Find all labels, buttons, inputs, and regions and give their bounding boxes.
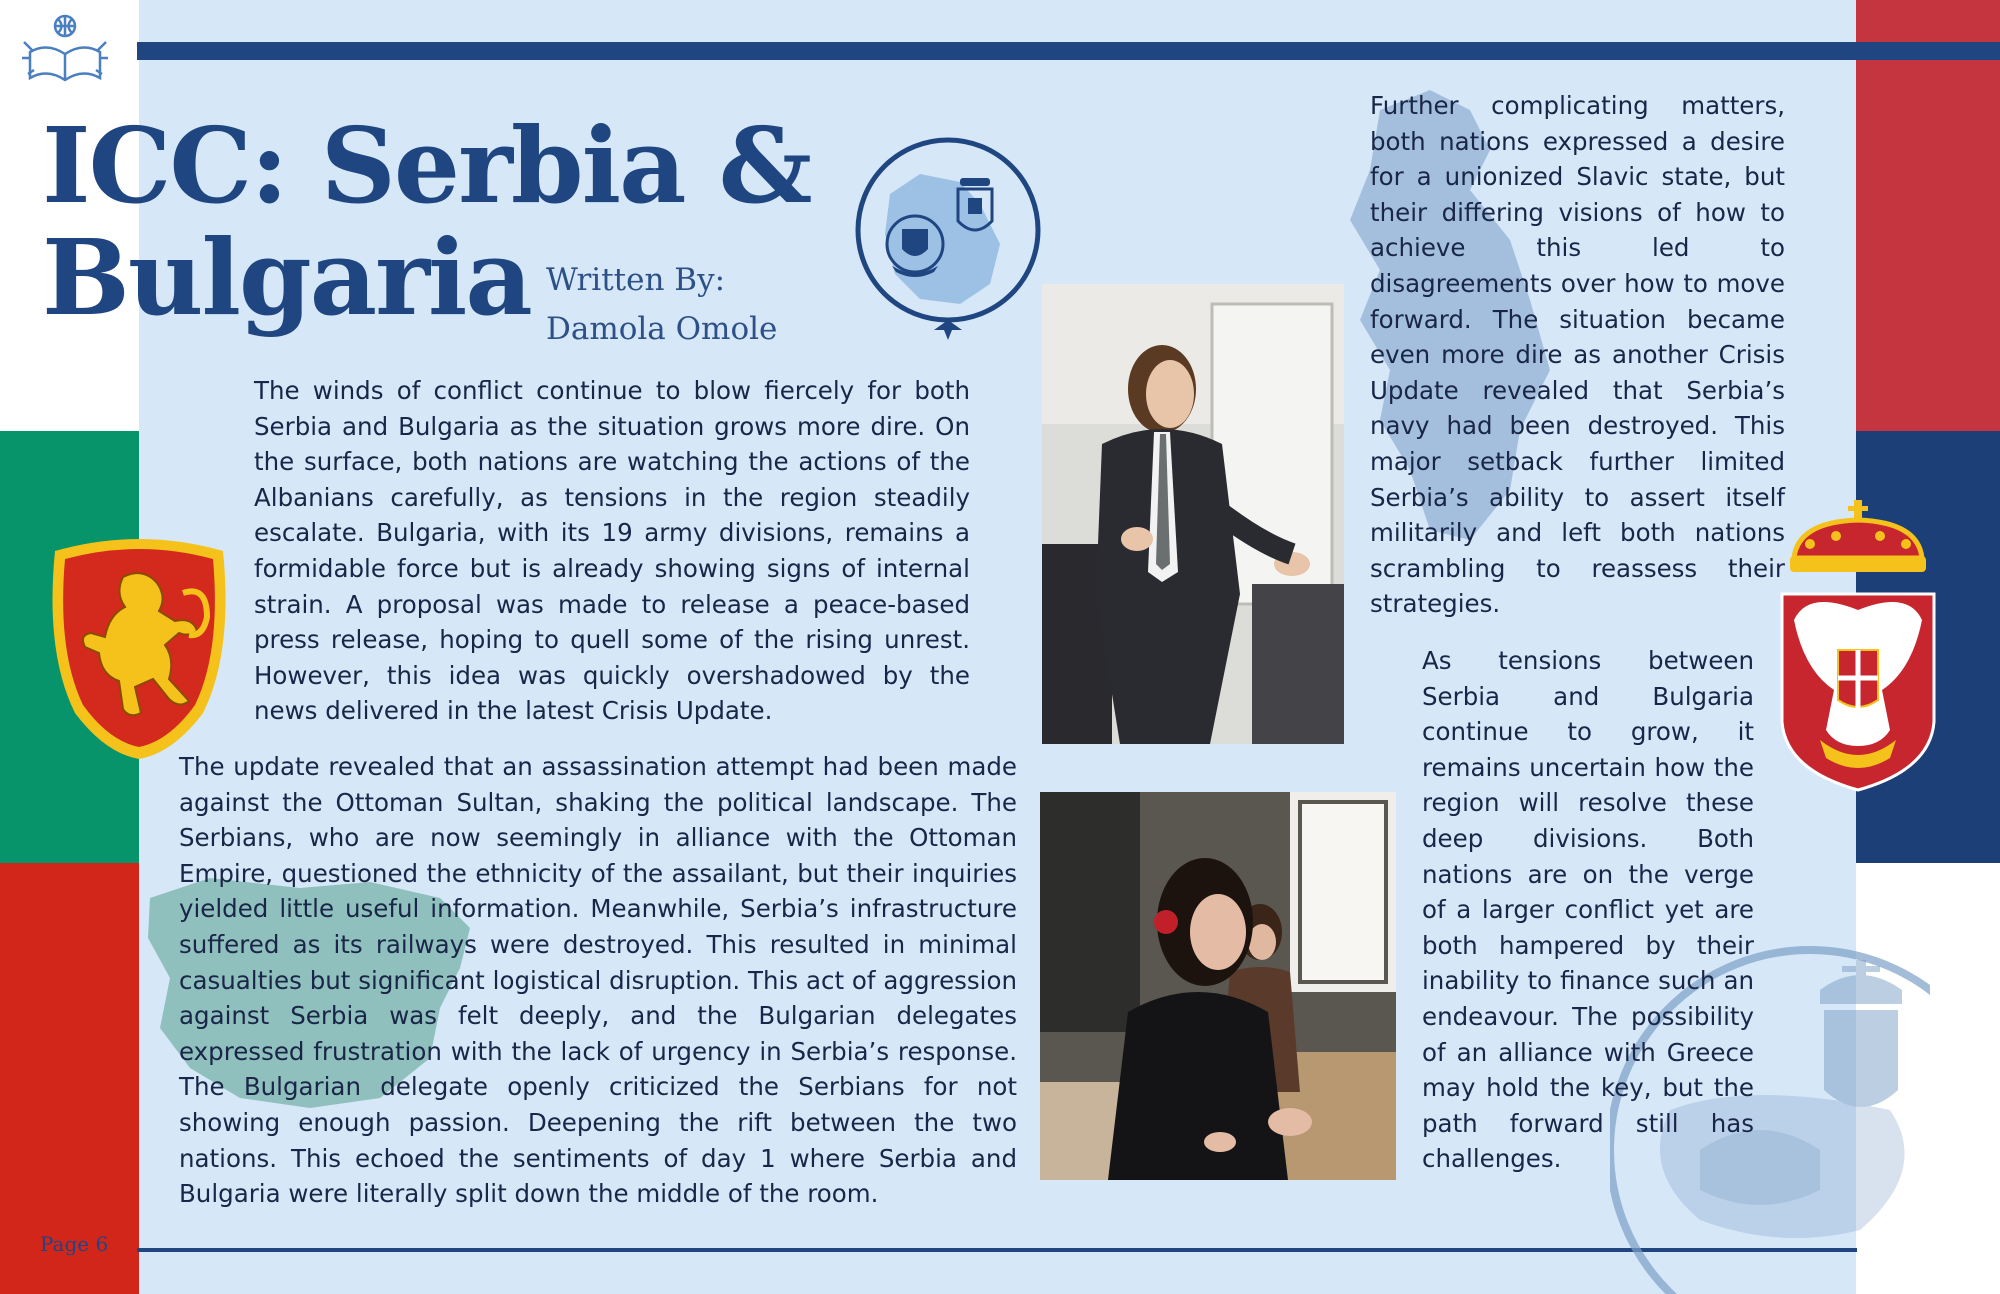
- committee-emblem-icon: [850, 134, 1046, 340]
- article-paragraph-1: The winds of conflict continue to blow fiercely for both Serbia and Bulgaria as the situation grows more dire. On the surface, both nations are watching the actions of the Albanians carefully, as tensions in the region steadily escalate. Bulgaria, with its 19 army divisions, remains a formidable force but is already showing signs of internal strain. A proposal was made to release a peace-based press release, hoping to quell some of the rising unrest. However, this idea was quickly overshadowed by the news delivered in the latest Crisis Update.: [254, 376, 970, 726]
- byline-author: Damola Omole: [546, 311, 778, 347]
- title-line-2: Bulgaria: [42, 216, 531, 339]
- delegate-photo-2: [1040, 792, 1396, 1180]
- byline: [546, 256, 777, 354]
- title-line-1: ICC: Serbia &: [42, 104, 811, 227]
- article-paragraph-2: The update revealed that an assassination attempt had been made against the Ottoman Sultan, shaking the political landscape. The Serbians, who are now seemingly in alliance with the Ottoman Empire, questioned the ethnicity of the assailant, but their inquiries yielded little useful information. Meanwhile, Serbia’s infrastructure suffered as its railways were destroyed. This resulted in minimal casualties but significant logistical disruption. This act of aggression against Serbia was felt deeply, and the Bulgarian delegates expressed frustration with the lack of urgency in Serbia’s response. The Bulgarian delegate openly criticized the Serbians for not showing enough passion. Deepening the rift between the two nations. This echoed the sentiments of day 1 where Serbia and Bulgaria were literally split down the middle of the room.: [179, 752, 1017, 1209]
- page-number: Page 6: [40, 1232, 109, 1256]
- delegate-photo-1: [1042, 284, 1344, 744]
- article-paragraph-4: As tensions between Serbia and Bulgaria continue to grow, it remains uncertain how the region will resolve these deep divisions. Both nations are on the verge of a larger conflict yet are both hampered by their inability to finance such an endeavour. The possibility of an alliance with Greece may hold the key, but the path forward still has challenges.: [1422, 646, 1754, 1174]
- top-rule: [137, 42, 2000, 60]
- byline-label: Written By:: [546, 262, 726, 298]
- bulgaria-coat-of-arms-icon: [43, 533, 235, 761]
- globe-books-logo-icon: [20, 12, 110, 88]
- serbia-coat-of-arms-icon: [1780, 500, 1936, 792]
- bottom-rule: [137, 1248, 1857, 1252]
- article-paragraph-3: Further complicating matters, both nations expressed a desire for a unionized Slavic state, but their differing visions of how to achieve this led to disagreements over how to move forward. The situation became even more dire as another Crisis Update revealed that Serbia’s navy had been destroyed. This major setback further limited Serbia’s ability to assert itself militarily and left both nations scrambling to reassess their strategies.: [1370, 91, 1785, 619]
